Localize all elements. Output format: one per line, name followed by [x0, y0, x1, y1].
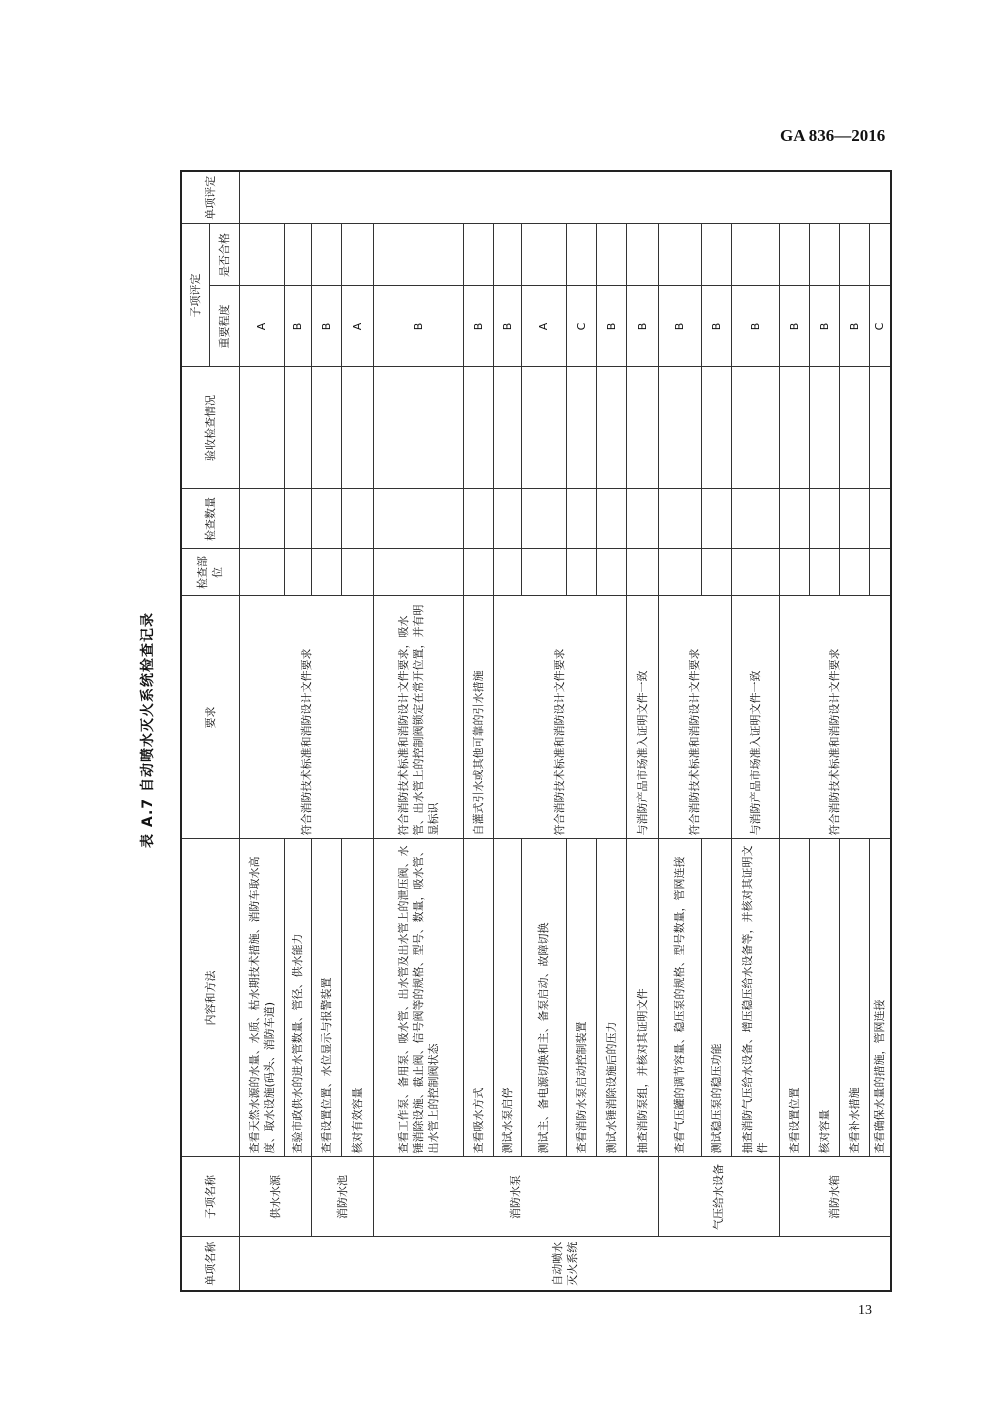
- pass-input-cell[interactable]: [596, 224, 626, 286]
- importance-cell: B: [596, 286, 626, 367]
- rotated-table-wrapper: [180, 172, 890, 1292]
- pass-input-cell[interactable]: [239, 224, 284, 286]
- pass-input-cell[interactable]: [284, 224, 311, 286]
- importance-cell: C: [869, 286, 891, 367]
- importance-cell: B: [731, 286, 779, 367]
- quantity-input-cell[interactable]: [869, 489, 891, 549]
- content-cell: 测试稳压泵的稳压功能: [701, 839, 731, 1157]
- requirement-cell: 符合消防技术标准和消防设计文件要求: [493, 596, 626, 839]
- quantity-input-cell[interactable]: [626, 489, 658, 549]
- pass-input-cell[interactable]: [658, 224, 701, 286]
- location-input-cell[interactable]: [521, 549, 566, 596]
- quantity-input-cell[interactable]: [239, 489, 284, 549]
- situation-input-cell[interactable]: [341, 367, 373, 489]
- quantity-input-cell[interactable]: [596, 489, 626, 549]
- pass-input-cell[interactable]: [311, 224, 341, 286]
- importance-cell: B: [463, 286, 493, 367]
- content-cell: 查看工作泵、备用泵、吸水管、出水管及出水管上的泄压阀、水锤消除设施、截止阀、信号阀等的规格、型号、数量，吸水管、出水管上的控制阀状态: [373, 839, 463, 1157]
- table-title: 表 A.7 自动喷水灭火系统检查记录: [140, 612, 156, 848]
- content-cell: 查看设置位置: [779, 839, 809, 1157]
- quantity-input-cell[interactable]: [839, 489, 869, 549]
- quantity-input-cell[interactable]: [779, 489, 809, 549]
- pass-input-cell[interactable]: [341, 224, 373, 286]
- content-cell: 测试水锤消除设施后的压力: [596, 839, 626, 1157]
- quantity-input-cell[interactable]: [701, 489, 731, 549]
- header-quantity: 检查数量: [181, 489, 239, 549]
- content-cell: 测试水泵启停: [493, 839, 521, 1157]
- header-item-name: 单项名称: [181, 1237, 239, 1291]
- table-row: [658, 171, 701, 1291]
- situation-input-cell[interactable]: [521, 367, 566, 489]
- location-input-cell[interactable]: [493, 549, 521, 596]
- quantity-input-cell[interactable]: [521, 489, 566, 549]
- table-row: [493, 171, 521, 1291]
- content-cell: 查看气压罐的调节容量、稳压泵的规格、型号数量，管网连接: [658, 839, 701, 1157]
- situation-input-cell[interactable]: [596, 367, 626, 489]
- requirement-cell: 符合消防技术标准和消防设计文件要求: [779, 596, 891, 839]
- requirement-cell: 与消防产品市场准入证明文件一致: [626, 596, 658, 839]
- situation-input-cell[interactable]: [701, 367, 731, 489]
- location-input-cell[interactable]: [779, 549, 809, 596]
- importance-cell: B: [311, 286, 341, 367]
- situation-input-cell[interactable]: [869, 367, 891, 489]
- quantity-input-cell[interactable]: [373, 489, 463, 549]
- pass-input-cell[interactable]: [373, 224, 463, 286]
- content-cell: 查看补水措施: [839, 839, 869, 1157]
- importance-cell: B: [779, 286, 809, 367]
- requirement-cell: 符合消防技术标准和消防设计文件要求: [239, 596, 373, 839]
- situation-input-cell[interactable]: [731, 367, 779, 489]
- location-input-cell[interactable]: [341, 549, 373, 596]
- situation-input-cell[interactable]: [658, 367, 701, 489]
- content-cell: 查看吸水方式: [463, 839, 493, 1157]
- quantity-input-cell[interactable]: [658, 489, 701, 549]
- situation-input-cell[interactable]: [809, 367, 839, 489]
- location-input-cell[interactable]: [596, 549, 626, 596]
- quantity-input-cell[interactable]: [731, 489, 779, 549]
- item-name-cell: 自动喷水灭火系统: [239, 1237, 891, 1291]
- requirement-cell: 自灌式引水或其他可靠的引水措施: [463, 596, 493, 839]
- pass-input-cell[interactable]: [626, 224, 658, 286]
- location-input-cell[interactable]: [311, 549, 341, 596]
- quantity-input-cell[interactable]: [284, 489, 311, 549]
- quantity-input-cell[interactable]: [809, 489, 839, 549]
- importance-cell: B: [493, 286, 521, 367]
- content-cell: 测试主、备电源切换和主、备泵启动、故障切换: [521, 839, 566, 1157]
- location-input-cell[interactable]: [239, 549, 284, 596]
- location-input-cell[interactable]: [463, 549, 493, 596]
- situation-input-cell[interactable]: [463, 367, 493, 489]
- location-input-cell[interactable]: [566, 549, 596, 596]
- pass-input-cell[interactable]: [869, 224, 891, 286]
- sub-name-cell: 消防水箱: [779, 1157, 891, 1237]
- quantity-input-cell[interactable]: [463, 489, 493, 549]
- requirement-cell: 符合消防技术标准和消防设计文件要求，吸水管、出水管上的控制阀锁定在常开位置，并有明显标识: [373, 596, 463, 839]
- situation-input-cell[interactable]: [239, 367, 284, 489]
- header-item-eval: 单项评定: [181, 171, 239, 224]
- content-cell: 查验市政供水的进水管数量、管径、供水能力: [284, 839, 311, 1157]
- content-cell: 查看设置位置、水位显示与报警装置: [311, 839, 341, 1157]
- table-row: [731, 171, 779, 1291]
- importance-cell: B: [284, 286, 311, 367]
- location-input-cell[interactable]: [284, 549, 311, 596]
- table-row: [626, 171, 658, 1291]
- header-situation: 验收检查情况: [181, 367, 239, 489]
- header-sub-name: 子项名称: [181, 1157, 239, 1237]
- item-eval-input-cell[interactable]: [239, 171, 891, 224]
- pass-input-cell[interactable]: [493, 224, 521, 286]
- header-location: 检查部位: [181, 549, 239, 596]
- location-input-cell[interactable]: [626, 549, 658, 596]
- quantity-input-cell[interactable]: [341, 489, 373, 549]
- situation-input-cell[interactable]: [284, 367, 311, 489]
- importance-cell: C: [566, 286, 596, 367]
- situation-input-cell[interactable]: [626, 367, 658, 489]
- location-input-cell[interactable]: [869, 549, 891, 596]
- importance-cell: B: [809, 286, 839, 367]
- pass-input-cell[interactable]: [779, 224, 809, 286]
- sub-name-cell: 气压给水设备: [658, 1157, 779, 1237]
- importance-cell: A: [341, 286, 373, 367]
- sub-name-cell: 消防水泵: [373, 1157, 658, 1237]
- sub-name-cell: 消防水池: [311, 1157, 373, 1237]
- quantity-input-cell[interactable]: [566, 489, 596, 549]
- pass-input-cell[interactable]: [566, 224, 596, 286]
- pass-input-cell[interactable]: [463, 224, 493, 286]
- header-importance: 重要程度: [209, 286, 239, 367]
- content-cell: 查看天然水源的水量、水质、枯水期技术措施、消防车取水高度、取水设施(码头、消防车道): [239, 839, 284, 1157]
- standard-number: GA 836—2016: [780, 126, 886, 145]
- quantity-input-cell[interactable]: [493, 489, 521, 549]
- location-input-cell[interactable]: [839, 549, 869, 596]
- location-input-cell[interactable]: [701, 549, 731, 596]
- situation-input-cell[interactable]: [493, 367, 521, 489]
- importance-cell: B: [658, 286, 701, 367]
- importance-cell: B: [626, 286, 658, 367]
- quantity-input-cell[interactable]: [311, 489, 341, 549]
- location-input-cell[interactable]: [809, 549, 839, 596]
- importance-cell: B: [373, 286, 463, 367]
- situation-input-cell[interactable]: [373, 367, 463, 489]
- table-row: [779, 171, 809, 1291]
- situation-input-cell[interactable]: [839, 367, 869, 489]
- pass-input-cell[interactable]: [731, 224, 779, 286]
- sub-name-cell: 供水水源: [239, 1157, 311, 1237]
- header-content: 内容和方法: [181, 839, 239, 1157]
- table-body: [239, 171, 891, 1291]
- requirement-cell: 符合消防技术标准和消防设计文件要求: [658, 596, 731, 839]
- inspection-record-table: [180, 170, 892, 1292]
- requirement-cell: 与消防产品市场准入证明文件一致: [731, 596, 779, 839]
- situation-input-cell[interactable]: [779, 367, 809, 489]
- importance-cell: A: [521, 286, 566, 367]
- content-cell: 核对容量: [809, 839, 839, 1157]
- importance-cell: A: [239, 286, 284, 367]
- page-number: 13: [858, 1303, 872, 1318]
- pass-input-cell[interactable]: [809, 224, 839, 286]
- content-cell: 核对有效容量: [341, 839, 373, 1157]
- content-cell: 抽查消防气压给水设备、增压稳压给水设备等，并核对其证明文件: [731, 839, 779, 1157]
- content-cell: 查看消防水泵启动控制装置: [566, 839, 596, 1157]
- table-row: [239, 171, 284, 1291]
- situation-input-cell[interactable]: [311, 367, 341, 489]
- situation-input-cell[interactable]: [566, 367, 596, 489]
- header-sub-eval: 子项评定: [181, 224, 209, 367]
- table-row: [463, 171, 493, 1291]
- pass-input-cell[interactable]: [521, 224, 566, 286]
- pass-input-cell[interactable]: [701, 224, 731, 286]
- content-cell: 查看确保水量的措施，管网连接: [869, 839, 891, 1157]
- location-input-cell[interactable]: [731, 549, 779, 596]
- pass-input-cell[interactable]: [839, 224, 869, 286]
- location-input-cell[interactable]: [373, 549, 463, 596]
- header-requirement: 要求: [181, 596, 239, 839]
- importance-cell: B: [701, 286, 731, 367]
- content-cell: 抽查消防泵组，并核对其证明文件: [626, 839, 658, 1157]
- header-pass: 是否合格: [209, 224, 239, 286]
- location-input-cell[interactable]: [658, 549, 701, 596]
- importance-cell: B: [839, 286, 869, 367]
- table-row: [373, 171, 463, 1291]
